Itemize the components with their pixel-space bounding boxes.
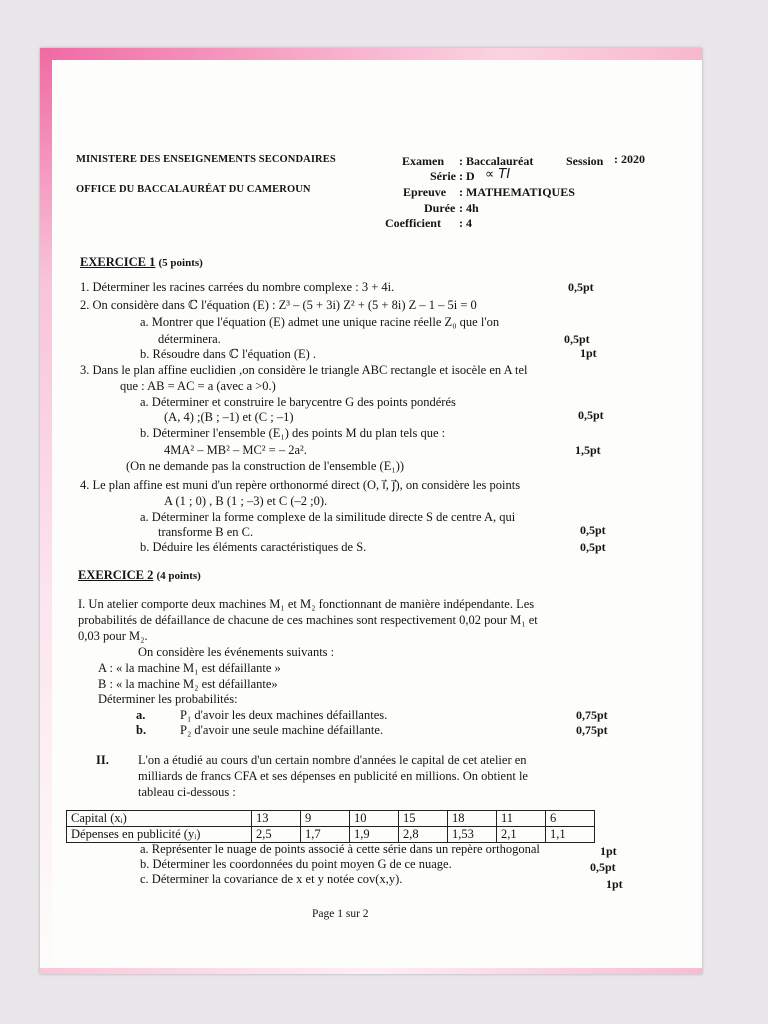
ex2-part1-line1: I. Un atelier comporte deux machines M₁ et M₂ fonctionnant de manière indépendante. Les xyxy=(78,597,535,611)
ex2-pa-text: P₁ d'avoir les deux machines défaillantes. xyxy=(180,708,388,722)
ex1-q4-line1: 4. Le plan affine est muni d'un repère orthonormé direct (O, i⃗, j⃗), on considère les points xyxy=(80,478,521,492)
serie-value: : D xyxy=(459,169,475,183)
table-cell: 15 xyxy=(399,811,448,827)
ex1-q2b: b. Résoudre dans ℂ l'équation (E) . xyxy=(140,347,317,361)
office-title: OFFICE DU BACCALAURÉAT DU CAMEROUN xyxy=(76,184,311,195)
table-cell: 2,1 xyxy=(497,827,546,843)
ex1-q3b-line1: b. Déterminer l'ensemble (E₁) des points M du plan tels que : xyxy=(140,426,446,440)
duree-value: : 4h xyxy=(459,201,479,215)
ex1-q3a-line2: (A, 4) ;(B ; –1) et (C ; –1) xyxy=(164,410,294,424)
ex1-q4a-line2: transforme B en C. xyxy=(158,525,254,539)
session-value: : 2020 xyxy=(614,152,645,166)
table-cell: 1,53 xyxy=(448,827,497,843)
ex2-event-b: B : « la machine M₂ est défaillante» xyxy=(98,677,278,691)
exercise-1-title: EXERCICE 1 xyxy=(80,255,156,269)
ex1-q3b-points: 1,5pt xyxy=(575,443,601,457)
exercise-1-heading xyxy=(80,255,203,270)
ex1-q1-points: 0,5pt xyxy=(568,280,594,294)
table-cell: 6 xyxy=(546,811,595,827)
exercise-2-heading xyxy=(78,568,201,583)
ex1-q3a-line1: a. Déterminer et construire le barycentre G des points pondérés xyxy=(140,395,456,409)
table-row-label: Dépenses en publicité (yᵢ) xyxy=(67,827,252,843)
paper-edge-top xyxy=(40,48,702,60)
ex2-ib: b. Déterminer les coordonnées du point moyen G de ce nuage. xyxy=(140,857,452,871)
table-cell: 18 xyxy=(448,811,497,827)
serie-handwritten: ∝ TI xyxy=(485,167,511,182)
ex2-pa-points: 0,75pt xyxy=(576,708,608,722)
ex1-q3-line2: que : AB = AC = a (avec a >0.) xyxy=(120,379,276,393)
session-label: Session xyxy=(566,154,604,168)
ex2-determine: Déterminer les probabilités: xyxy=(98,692,238,706)
ex2-part1-line2: probabilités de défaillance de chacune de ces machines sont respectivement 0,02 pour M₁ et xyxy=(78,613,538,627)
exercise-2-title: EXERCICE 2 xyxy=(78,568,154,582)
table-cell: 11 xyxy=(497,811,546,827)
ex1-q4-line2: A (1 ; 0) , B (1 ; –3) et C (–2 ;0). xyxy=(164,494,328,508)
coefficient-label: Coefficient xyxy=(385,216,441,230)
ex2-part2-label: II. xyxy=(96,753,109,767)
ex1-q2a-line1: a. Montrer que l'équation (E) admet une unique racine réelle Z₀ que l'on xyxy=(140,315,500,329)
exam-sheet xyxy=(40,48,702,974)
table-cell: 10 xyxy=(350,811,399,827)
ex2-part1-line3: 0,03 pour M₂. xyxy=(78,629,148,643)
table-cell: 2,8 xyxy=(399,827,448,843)
ex1-q3-note: (On ne demande pas la construction de l'ensemble (E₁)) xyxy=(126,459,405,473)
ex2-part2-line3: tableau ci-dessous : xyxy=(138,785,236,799)
ex2-pb-points: 0,75pt xyxy=(576,723,608,737)
paper-edge-left xyxy=(40,48,52,974)
table-cell: 1,1 xyxy=(546,827,595,843)
epreuve-value: : MATHEMATIQUES xyxy=(459,185,575,199)
ex1-q3a-points: 0,5pt xyxy=(578,408,604,422)
ex2-ia: a. Représenter le nuage de points associé à cette série dans un repère orthogonal xyxy=(140,842,540,856)
ex2-event-a: A : « la machine M₁ est défaillante » xyxy=(98,661,281,675)
ex2-ic: c. Déterminer la covariance de x et y notée cov(x,y). xyxy=(140,872,403,886)
coefficient-value: : 4 xyxy=(459,216,472,230)
ex1-q2b-points: 1pt xyxy=(580,346,597,360)
table-cell: 9 xyxy=(301,811,350,827)
ex1-q1: 1. Déterminer les racines carrées du nombre complexe : 3 + 4i. xyxy=(80,280,395,294)
exercise-2-points: (4 points) xyxy=(156,570,201,582)
ex1-q2a-points: 0,5pt xyxy=(564,332,590,346)
ex2-pa-letter: a. xyxy=(136,708,146,722)
table-row xyxy=(67,811,595,827)
ex2-part2-line2: milliards de francs CFA et ses dépenses en publicité en millions. On obtient le xyxy=(138,769,528,783)
table-cell: 2,5 xyxy=(252,827,301,843)
ex1-q4a-points: 0,5pt xyxy=(580,523,606,537)
epreuve-label: Epreuve xyxy=(403,185,447,199)
exercise-1-points: (5 points) xyxy=(158,257,203,269)
paper-edge-bottom xyxy=(40,968,702,974)
ex2-pb-text: P₂ d'avoir une seule machine défaillante. xyxy=(180,723,384,737)
ex1-q4b-points: 0,5pt xyxy=(580,540,606,554)
table-cell: 1,9 xyxy=(350,827,399,843)
data-table xyxy=(66,810,595,843)
ex1-q2a-line2: déterminera. xyxy=(158,332,221,346)
table-cell: 1,7 xyxy=(301,827,350,843)
ex1-q4b: b. Déduire les éléments caractéristiques de S. xyxy=(140,540,367,554)
table-row xyxy=(67,827,595,843)
ex1-q2: 2. On considère dans ℂ l'équation (E) : Z³ – (5 + 3i) Z² + (5 + 8i) Z – 1 – 5i = 0 xyxy=(80,298,477,312)
examen-label: Examen xyxy=(402,154,444,168)
ex2-ia-points: 1pt xyxy=(600,844,617,858)
examen-value: : Baccalauréat xyxy=(459,154,534,168)
table-cell: 13 xyxy=(252,811,301,827)
table-row-label: Capital (xᵢ) xyxy=(67,811,252,827)
ex2-ic-points: 1pt xyxy=(606,877,623,891)
ex2-pb-letter: b. xyxy=(136,723,147,737)
ex2-events-intro: On considère les événements suivants : xyxy=(138,645,335,659)
serie-label: Série xyxy=(430,169,456,183)
page-number: Page 1 sur 2 xyxy=(312,908,369,920)
ex1-q3b-line2: 4MA² – MB² – MC² = – 2a². xyxy=(164,443,307,457)
duree-label: Durée xyxy=(424,201,456,215)
ex1-q3-line1: 3. Dans le plan affine euclidien ,on considère le triangle ABC rectangle et isocèle en A tel xyxy=(80,363,528,377)
ministry-title: MINISTERE DES ENSEIGNEMENTS SECONDAIRES xyxy=(76,154,336,165)
ex1-q4a-line1: a. Déterminer la forme complexe de la similitude directe S de centre A, qui xyxy=(140,510,516,524)
ex2-ib-points: 0,5pt xyxy=(590,860,616,874)
ex2-part2-line1: L'on a étudié au cours d'un certain nombre d'années le capital de cet atelier en xyxy=(138,753,527,767)
